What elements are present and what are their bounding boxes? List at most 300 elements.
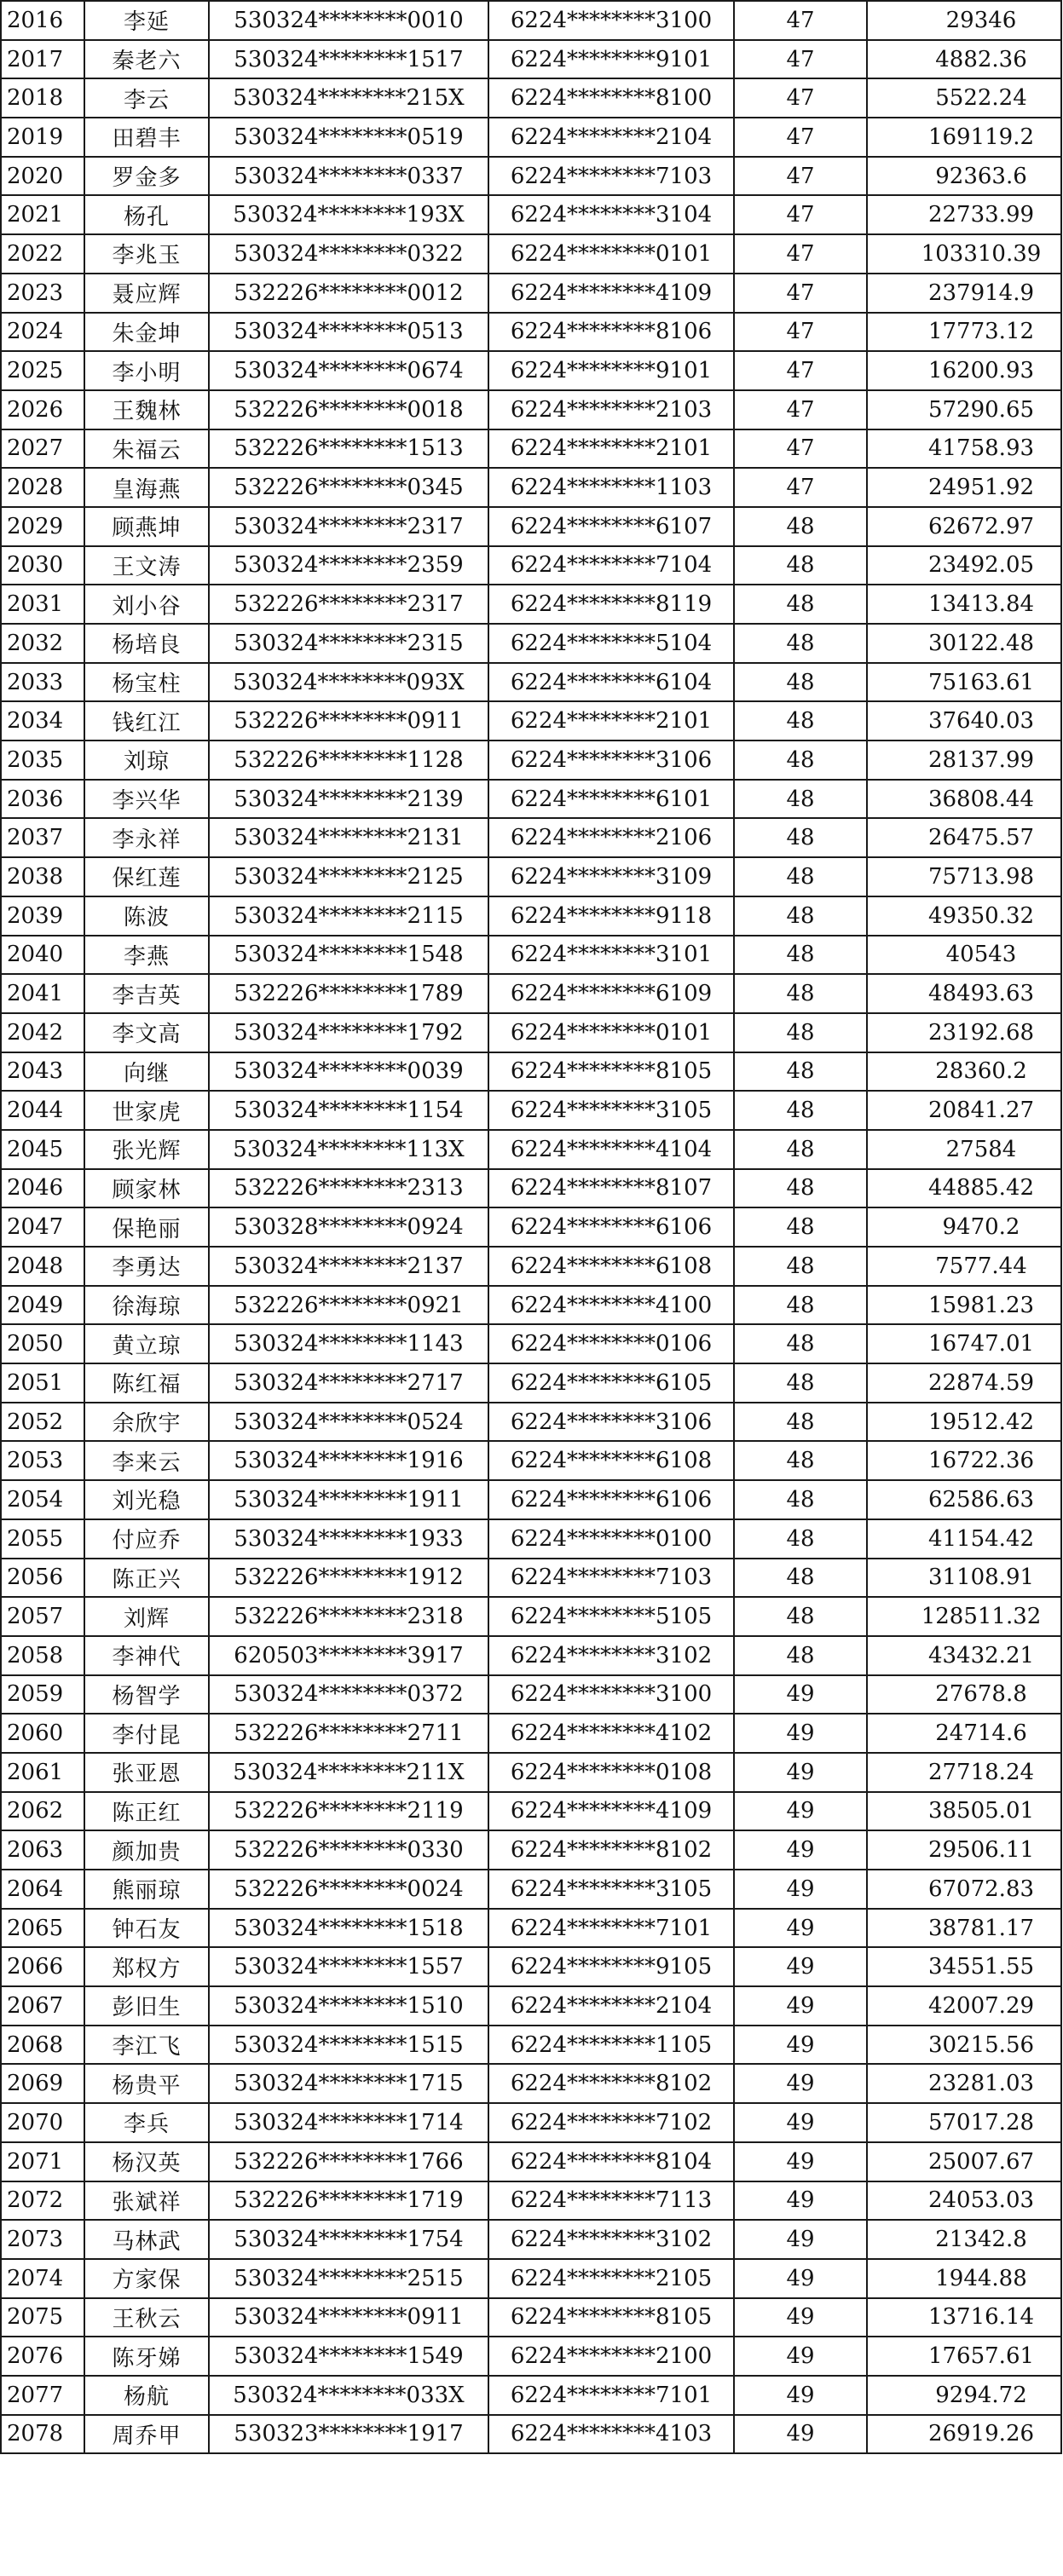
amount-cell: 23281.03 (867, 2064, 1061, 2103)
group-cell: 47 (734, 351, 867, 390)
group-cell: 48 (734, 1207, 867, 1247)
amount-cell: 36808.44 (867, 780, 1061, 819)
group-cell: 48 (734, 701, 867, 741)
row-number-cell: 2053 (1, 1441, 84, 1480)
table-row (1, 1714, 1061, 1753)
amount-cell: 44885.42 (867, 1169, 1061, 1208)
name-cell: 李兆玉 (84, 234, 209, 274)
group-cell: 48 (734, 1013, 867, 1052)
amount-cell: 41758.93 (867, 429, 1061, 469)
row-number-cell: 2067 (1, 1986, 84, 2026)
name-cell: 刘小谷 (84, 585, 209, 624)
group-cell: 48 (734, 624, 867, 663)
amount-cell: 27584 (867, 1130, 1061, 1169)
amount-cell: 25007.67 (867, 2142, 1061, 2181)
table-row (1, 1986, 1061, 2026)
id-number-cell: 530324********0519 (209, 118, 488, 157)
row-number-cell: 2039 (1, 896, 84, 936)
row-number-cell: 2062 (1, 1792, 84, 1831)
name-cell: 彭旧生 (84, 1986, 209, 2026)
row-number-cell: 2078 (1, 2415, 84, 2454)
amount-cell: 38505.01 (867, 1792, 1061, 1831)
id-number-cell: 620503********3917 (209, 1636, 488, 1675)
id-number-cell: 530324********215X (209, 78, 488, 118)
id-number-cell: 532226********2711 (209, 1714, 488, 1753)
group-cell: 47 (734, 429, 867, 469)
group-cell: 47 (734, 1, 867, 40)
name-cell: 杨智学 (84, 1675, 209, 1714)
table-row (1, 351, 1061, 390)
group-cell: 49 (734, 1870, 867, 1909)
name-cell: 李兵 (84, 2103, 209, 2142)
amount-cell: 237914.9 (867, 274, 1061, 313)
card-number-cell: 6224********6108 (488, 1441, 734, 1480)
card-number-cell: 6224********6108 (488, 1247, 734, 1286)
id-number-cell: 532226********0330 (209, 1830, 488, 1870)
group-cell: 48 (734, 818, 867, 857)
card-number-cell: 6224********7101 (488, 2376, 734, 2415)
name-cell: 陈红福 (84, 1363, 209, 1403)
name-cell: 王魏林 (84, 390, 209, 429)
card-number-cell: 6224********4104 (488, 1130, 734, 1169)
id-number-cell: 530324********0524 (209, 1403, 488, 1442)
card-number-cell: 6224********8106 (488, 313, 734, 352)
card-number-cell: 6224********9118 (488, 896, 734, 936)
table-row (1, 1753, 1061, 1792)
card-number-cell: 6224********8104 (488, 2142, 734, 2181)
table-row (1, 624, 1061, 663)
amount-cell: 16722.36 (867, 1441, 1061, 1480)
id-number-cell: 530324********1792 (209, 1013, 488, 1052)
table-row (1, 2142, 1061, 2181)
table-row (1, 1947, 1061, 1986)
table-row (1, 1363, 1061, 1403)
id-number-cell: 532226********1789 (209, 974, 488, 1013)
row-number-cell: 2048 (1, 1247, 84, 1286)
amount-cell: 62586.63 (867, 1480, 1061, 1519)
group-cell: 48 (734, 1169, 867, 1208)
name-cell: 熊丽琼 (84, 1870, 209, 1909)
amount-cell: 37640.03 (867, 701, 1061, 741)
card-number-cell: 6224********6101 (488, 780, 734, 819)
row-number-cell: 2029 (1, 507, 84, 546)
card-number-cell: 6224********0101 (488, 1013, 734, 1052)
id-number-cell: 530324********2125 (209, 857, 488, 896)
amount-cell: 13716.14 (867, 2298, 1061, 2337)
card-number-cell: 6224********5104 (488, 624, 734, 663)
card-number-cell: 6224********7103 (488, 1559, 734, 1598)
group-cell: 49 (734, 2259, 867, 2298)
table-row (1, 663, 1061, 702)
row-number-cell: 2028 (1, 468, 84, 507)
table-row (1, 118, 1061, 157)
table-row (1, 195, 1061, 234)
row-number-cell: 2043 (1, 1052, 84, 1092)
card-number-cell: 6224********2101 (488, 429, 734, 469)
id-number-cell: 530324********1911 (209, 1480, 488, 1519)
card-number-cell: 6224********7101 (488, 1909, 734, 1948)
group-cell: 48 (734, 741, 867, 780)
id-number-cell: 530324********0337 (209, 157, 488, 196)
name-cell: 田碧丰 (84, 118, 209, 157)
id-number-cell: 530324********2717 (209, 1363, 488, 1403)
name-cell: 张亚恩 (84, 1753, 209, 1792)
amount-cell: 92363.6 (867, 157, 1061, 196)
table-row (1, 40, 1061, 79)
id-number-cell: 530328********0924 (209, 1207, 488, 1247)
row-number-cell: 2072 (1, 2181, 84, 2221)
row-number-cell: 2038 (1, 857, 84, 896)
name-cell: 周乔甲 (84, 2415, 209, 2454)
amount-cell: 30122.48 (867, 624, 1061, 663)
id-number-cell: 530324********1515 (209, 2026, 488, 2065)
table-row (1, 1597, 1061, 1636)
id-number-cell: 530324********0674 (209, 351, 488, 390)
amount-cell: 24714.6 (867, 1714, 1061, 1753)
amount-cell: 23192.68 (867, 1013, 1061, 1052)
table-row (1, 2026, 1061, 2065)
table-row (1, 1286, 1061, 1325)
card-number-cell: 6224********2106 (488, 818, 734, 857)
row-number-cell: 2064 (1, 1870, 84, 1909)
id-number-cell: 532226********1128 (209, 741, 488, 780)
table-row (1, 936, 1061, 975)
id-number-cell: 530324********1557 (209, 1947, 488, 1986)
group-cell: 49 (734, 1753, 867, 1792)
card-number-cell: 6224********3104 (488, 195, 734, 234)
group-cell: 48 (734, 1247, 867, 1286)
group-cell: 49 (734, 2103, 867, 2142)
group-cell: 48 (734, 546, 867, 585)
card-number-cell: 6224********3100 (488, 1, 734, 40)
card-number-cell: 6224********9101 (488, 351, 734, 390)
row-number-cell: 2075 (1, 2298, 84, 2337)
name-cell: 钟石友 (84, 1909, 209, 1948)
amount-cell: 57290.65 (867, 390, 1061, 429)
row-number-cell: 2016 (1, 1, 84, 40)
name-cell: 陈牙娣 (84, 2337, 209, 2376)
table-row (1, 1480, 1061, 1519)
name-cell: 张光辉 (84, 1130, 209, 1169)
card-number-cell: 6224********4100 (488, 1286, 734, 1325)
amount-cell: 16747.01 (867, 1324, 1061, 1363)
amount-cell: 41154.42 (867, 1519, 1061, 1559)
table-row (1, 234, 1061, 274)
row-number-cell: 2023 (1, 274, 84, 313)
row-number-cell: 2050 (1, 1324, 84, 1363)
table-row (1, 1169, 1061, 1208)
amount-cell: 169119.2 (867, 118, 1061, 157)
name-cell: 顾家林 (84, 1169, 209, 1208)
table-row (1, 274, 1061, 313)
id-number-cell: 530324********0513 (209, 313, 488, 352)
amount-cell: 67072.83 (867, 1870, 1061, 1909)
name-cell: 罗金多 (84, 157, 209, 196)
card-number-cell: 6224********6106 (488, 1207, 734, 1247)
id-number-cell: 530324********2315 (209, 624, 488, 663)
name-cell: 皇海燕 (84, 468, 209, 507)
card-number-cell: 6224********6109 (488, 974, 734, 1013)
name-cell: 张斌祥 (84, 2181, 209, 2221)
card-number-cell: 6224********5105 (488, 1597, 734, 1636)
card-number-cell: 6224********2105 (488, 2259, 734, 2298)
row-number-cell: 2076 (1, 2337, 84, 2376)
name-cell: 杨培良 (84, 624, 209, 663)
table-row (1, 429, 1061, 469)
card-number-cell: 6224********0108 (488, 1753, 734, 1792)
id-number-cell: 530324********2359 (209, 546, 488, 585)
amount-cell: 38781.17 (867, 1909, 1061, 1948)
card-number-cell: 6224********6106 (488, 1480, 734, 1519)
amount-cell: 29506.11 (867, 1830, 1061, 1870)
amount-cell: 20841.27 (867, 1091, 1061, 1130)
id-number-cell: 530324********0010 (209, 1, 488, 40)
group-cell: 48 (734, 1559, 867, 1598)
table-row (1, 585, 1061, 624)
id-number-cell: 530324********033X (209, 2376, 488, 2415)
group-cell: 48 (734, 1286, 867, 1325)
card-number-cell: 6224********3109 (488, 857, 734, 896)
id-number-cell: 532226********1513 (209, 429, 488, 469)
row-number-cell: 2021 (1, 195, 84, 234)
id-number-cell: 532226********0345 (209, 468, 488, 507)
row-number-cell: 2017 (1, 40, 84, 79)
amount-cell: 21342.8 (867, 2220, 1061, 2259)
id-number-cell: 532226********0911 (209, 701, 488, 741)
name-cell: 秦老六 (84, 40, 209, 79)
amount-cell: 29346 (867, 1, 1061, 40)
card-number-cell: 6224********3102 (488, 2220, 734, 2259)
amount-cell: 24951.92 (867, 468, 1061, 507)
card-number-cell: 6224********0101 (488, 234, 734, 274)
row-number-cell: 2031 (1, 585, 84, 624)
card-number-cell: 6224********3106 (488, 1403, 734, 1442)
row-number-cell: 2061 (1, 1753, 84, 1792)
row-number-cell: 2046 (1, 1169, 84, 1208)
id-number-cell: 530324********1754 (209, 2220, 488, 2259)
name-cell: 徐海琼 (84, 1286, 209, 1325)
row-number-cell: 2022 (1, 234, 84, 274)
table-row (1, 857, 1061, 896)
group-cell: 49 (734, 1986, 867, 2026)
id-number-cell: 530324********211X (209, 1753, 488, 1792)
table-row (1, 78, 1061, 118)
name-cell: 李云 (84, 78, 209, 118)
name-cell: 刘辉 (84, 1597, 209, 1636)
amount-cell: 62672.97 (867, 507, 1061, 546)
name-cell: 杨航 (84, 2376, 209, 2415)
id-number-cell: 530324********1518 (209, 1909, 488, 1948)
row-number-cell: 2070 (1, 2103, 84, 2142)
name-cell: 杨贵平 (84, 2064, 209, 2103)
id-number-cell: 530324********1517 (209, 40, 488, 79)
table-row (1, 1792, 1061, 1831)
name-cell: 郑权方 (84, 1947, 209, 1986)
table-row (1, 2298, 1061, 2337)
amount-cell: 28137.99 (867, 741, 1061, 780)
table-row (1, 1130, 1061, 1169)
card-number-cell: 6224********2104 (488, 1986, 734, 2026)
id-number-cell: 530324********0372 (209, 1675, 488, 1714)
row-number-cell: 2049 (1, 1286, 84, 1325)
name-cell: 钱红江 (84, 701, 209, 741)
table-row (1, 2337, 1061, 2376)
card-number-cell: 6224********0106 (488, 1324, 734, 1363)
id-number-cell: 530324********1549 (209, 2337, 488, 2376)
amount-cell: 40543 (867, 936, 1061, 975)
name-cell: 刘琼 (84, 741, 209, 780)
name-cell: 李小明 (84, 351, 209, 390)
table-row (1, 1675, 1061, 1714)
group-cell: 47 (734, 195, 867, 234)
id-number-cell: 530324********2139 (209, 780, 488, 819)
card-number-cell: 6224********8105 (488, 1052, 734, 1092)
group-cell: 49 (734, 1947, 867, 1986)
name-cell: 付应乔 (84, 1519, 209, 1559)
id-number-cell: 530324********113X (209, 1130, 488, 1169)
card-number-cell: 6224********8100 (488, 78, 734, 118)
table-row (1, 974, 1061, 1013)
group-cell: 49 (734, 1830, 867, 1870)
table-row (1, 896, 1061, 936)
group-cell: 48 (734, 857, 867, 896)
group-cell: 48 (734, 585, 867, 624)
amount-cell: 4882.36 (867, 40, 1061, 79)
group-cell: 49 (734, 1909, 867, 1948)
card-number-cell: 6224********3102 (488, 1636, 734, 1675)
amount-cell: 17773.12 (867, 313, 1061, 352)
row-number-cell: 2035 (1, 741, 84, 780)
amount-cell: 15981.23 (867, 1286, 1061, 1325)
name-cell: 李延 (84, 1, 209, 40)
card-number-cell: 6224********4109 (488, 274, 734, 313)
table-row (1, 1, 1061, 40)
card-number-cell: 6224********3106 (488, 741, 734, 780)
name-cell: 王文涛 (84, 546, 209, 585)
card-number-cell: 6224********8107 (488, 1169, 734, 1208)
table-row (1, 546, 1061, 585)
name-cell: 保红莲 (84, 857, 209, 896)
table-row (1, 1052, 1061, 1092)
id-number-cell: 530324********1143 (209, 1324, 488, 1363)
name-cell: 王秋云 (84, 2298, 209, 2337)
card-number-cell: 6224********6104 (488, 663, 734, 702)
card-number-cell: 6224********8105 (488, 2298, 734, 2337)
id-number-cell: 530324********2515 (209, 2259, 488, 2298)
table-row (1, 1441, 1061, 1480)
row-number-cell: 2060 (1, 1714, 84, 1753)
amount-cell: 5522.24 (867, 78, 1061, 118)
group-cell: 49 (734, 2337, 867, 2376)
row-number-cell: 2051 (1, 1363, 84, 1403)
id-number-cell: 532226********1719 (209, 2181, 488, 2221)
table-row (1, 1636, 1061, 1675)
name-cell: 余欣宇 (84, 1403, 209, 1442)
group-cell: 48 (734, 780, 867, 819)
amount-cell: 26475.57 (867, 818, 1061, 857)
id-number-cell: 532226********2318 (209, 1597, 488, 1636)
table-row (1, 1519, 1061, 1559)
amount-cell: 49350.32 (867, 896, 1061, 936)
table-row (1, 507, 1061, 546)
amount-cell: 103310.39 (867, 234, 1061, 274)
row-number-cell: 2034 (1, 701, 84, 741)
amount-cell: 28360.2 (867, 1052, 1061, 1092)
name-cell: 李文高 (84, 1013, 209, 1052)
row-number-cell: 2019 (1, 118, 84, 157)
table-row (1, 157, 1061, 196)
id-number-cell: 532226********0921 (209, 1286, 488, 1325)
group-cell: 47 (734, 157, 867, 196)
amount-cell: 17657.61 (867, 2337, 1061, 2376)
card-number-cell: 6224********3100 (488, 1675, 734, 1714)
table-row (1, 2181, 1061, 2221)
row-number-cell: 2041 (1, 974, 84, 1013)
amount-cell: 24053.03 (867, 2181, 1061, 2221)
name-cell: 李江飞 (84, 2026, 209, 2065)
name-cell: 李永祥 (84, 818, 209, 857)
name-cell: 李神代 (84, 1636, 209, 1675)
row-number-cell: 2065 (1, 1909, 84, 1948)
group-cell: 49 (734, 2376, 867, 2415)
row-number-cell: 2018 (1, 78, 84, 118)
row-number-cell: 2058 (1, 1636, 84, 1675)
name-cell: 陈正红 (84, 1792, 209, 1831)
name-cell: 朱福云 (84, 429, 209, 469)
group-cell: 48 (734, 1091, 867, 1130)
amount-cell: 34551.55 (867, 1947, 1061, 1986)
row-number-cell: 2059 (1, 1675, 84, 1714)
name-cell: 朱金坤 (84, 313, 209, 352)
row-number-cell: 2033 (1, 663, 84, 702)
group-cell: 48 (734, 1519, 867, 1559)
name-cell: 李燕 (84, 936, 209, 975)
row-number-cell: 2047 (1, 1207, 84, 1247)
name-cell: 方家保 (84, 2259, 209, 2298)
name-cell: 陈正兴 (84, 1559, 209, 1598)
name-cell: 向继 (84, 1052, 209, 1092)
amount-cell: 128511.32 (867, 1597, 1061, 1636)
card-number-cell: 6224********4109 (488, 1792, 734, 1831)
id-number-cell: 530324********2131 (209, 818, 488, 857)
id-number-cell: 532226********2313 (209, 1169, 488, 1208)
row-number-cell: 2054 (1, 1480, 84, 1519)
card-number-cell: 6224********8102 (488, 1830, 734, 1870)
card-number-cell: 6224********6105 (488, 1363, 734, 1403)
amount-cell: 23492.05 (867, 546, 1061, 585)
row-number-cell: 2052 (1, 1403, 84, 1442)
table-row (1, 1324, 1061, 1363)
name-cell: 李付昆 (84, 1714, 209, 1753)
card-number-cell: 6224********3101 (488, 936, 734, 975)
table-body (1, 1, 1061, 2453)
amount-cell: 57017.28 (867, 2103, 1061, 2142)
amount-cell: 7577.44 (867, 1247, 1061, 1286)
row-number-cell: 2026 (1, 390, 84, 429)
name-cell: 陈波 (84, 896, 209, 936)
card-number-cell: 6224********6107 (488, 507, 734, 546)
table-row (1, 818, 1061, 857)
row-number-cell: 2077 (1, 2376, 84, 2415)
card-number-cell: 6224********4102 (488, 1714, 734, 1753)
table-row (1, 1909, 1061, 1948)
group-cell: 49 (734, 2220, 867, 2259)
group-cell: 48 (734, 1052, 867, 1092)
amount-cell: 1944.88 (867, 2259, 1061, 2298)
row-number-cell: 2063 (1, 1830, 84, 1870)
amount-cell: 19512.42 (867, 1403, 1061, 1442)
id-number-cell: 532226********2119 (209, 1792, 488, 1831)
